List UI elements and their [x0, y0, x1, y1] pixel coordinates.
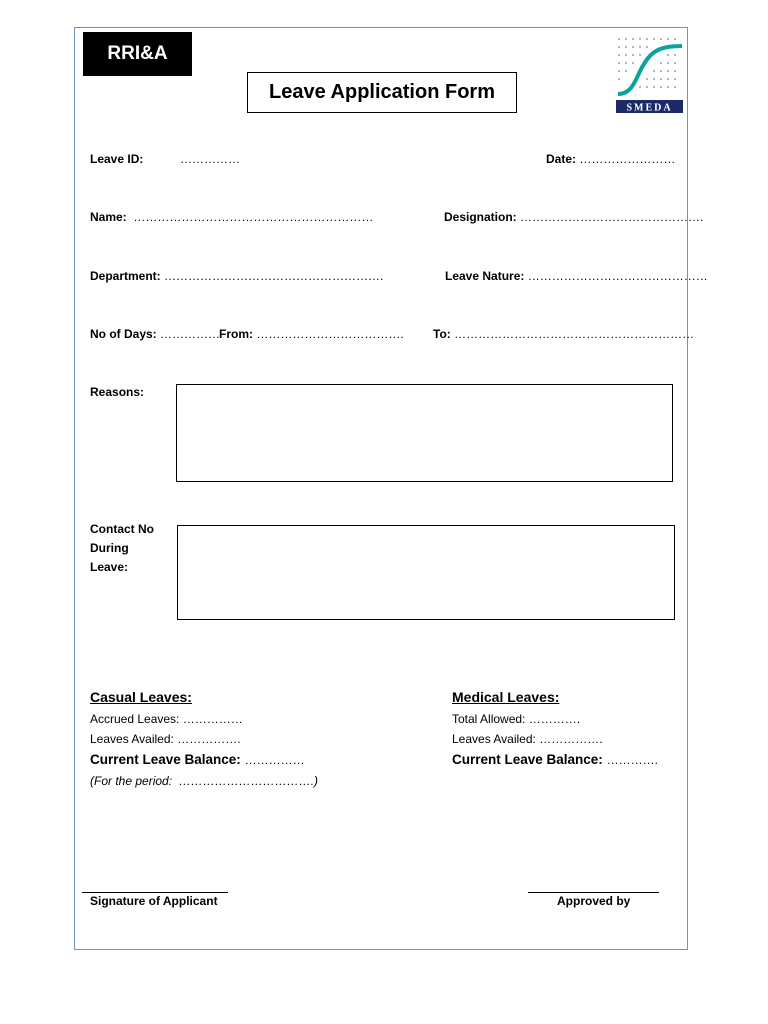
reasons-textarea[interactable]	[176, 384, 673, 482]
casual-leaves-heading: Casual Leaves:	[90, 689, 192, 705]
accrued-leaves: Accrued Leaves: ……………	[90, 712, 243, 726]
leave-id-value[interactable]: ……………	[180, 152, 240, 166]
medical-leaves-heading: Medical Leaves:	[452, 689, 560, 705]
from-field[interactable]: From: ……………………………….	[219, 327, 404, 341]
to-field[interactable]: To: ……………………………………………………	[433, 327, 695, 341]
approved-by-label: Approved by	[557, 894, 631, 908]
name-field[interactable]: Name: ……………………………………………………	[90, 210, 374, 224]
date-field[interactable]: Date: ……………………	[546, 152, 676, 166]
org-badge: RRI&A	[83, 32, 192, 76]
casual-leaves-availed: Leaves Availed: …………….	[90, 732, 241, 746]
medical-leaves-availed: Leaves Availed: …………….	[452, 732, 603, 746]
applicant-signature-line	[82, 892, 228, 893]
contact-textarea[interactable]	[177, 525, 675, 620]
leave-nature-field[interactable]: Leave Nature: ………………………………………	[445, 269, 708, 283]
page-title: Leave Application Form	[247, 72, 517, 113]
casual-period: (For the period: …………………………….)	[90, 774, 319, 788]
department-field[interactable]: Department: ……………………………………………….	[90, 269, 384, 283]
casual-current-balance: Current Leave Balance: ……………	[90, 752, 305, 767]
medical-current-balance: Current Leave Balance: ………….	[452, 752, 658, 767]
logo-text: SMEDA	[626, 102, 673, 114]
designation-field[interactable]: Designation: ……………………………………….	[444, 210, 704, 224]
total-allowed: Total Allowed: ………….	[452, 712, 581, 726]
smeda-logo-icon	[616, 36, 683, 114]
leave-id-label: Leave ID:	[90, 152, 144, 166]
contact-label: Contact No During Leave:	[90, 522, 154, 574]
smeda-logo	[616, 36, 683, 114]
no-of-days-field[interactable]: No of Days: ……………	[90, 327, 221, 341]
reasons-label: Reasons:	[90, 385, 145, 399]
approver-signature-line	[528, 892, 659, 893]
applicant-signature-label: Signature of Applicant	[90, 894, 218, 908]
